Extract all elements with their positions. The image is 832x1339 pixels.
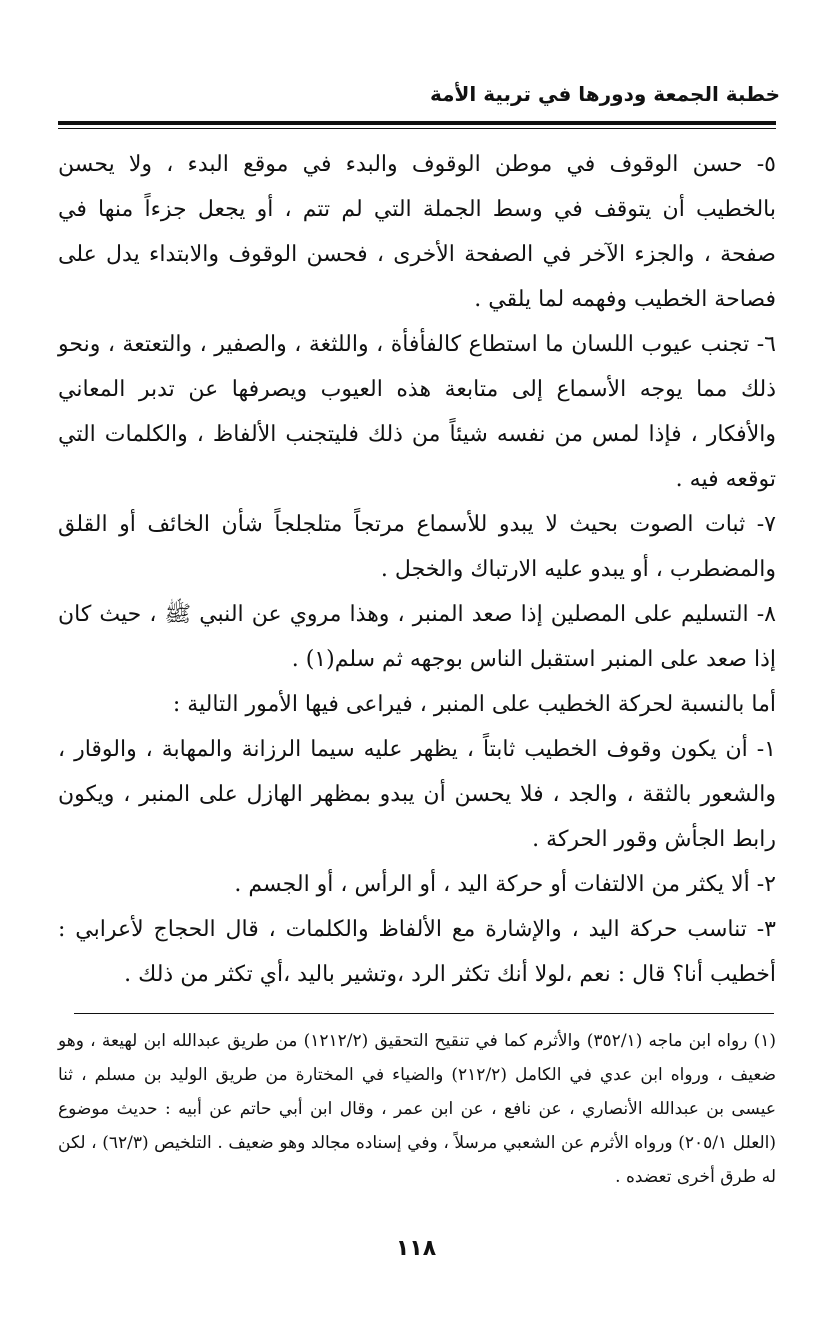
paragraph-point-7: ٧- ثبات الصوت بحيث لا يبدو للأسماع مرتجاً متلجلجاً شأن الخائف أو القلق والمضطرب ، أو يبدو عليه الارتباك والخجل .	[58, 512, 776, 582]
paragraph-point-5: ٥- حسن الوقوف في موطن الوقوف والبدء في موقع البدء ، ولا يحسن بالخطيب أن يتوقف في وسط الجملة التي لم تتم ، أو يجعل جزءاً منها في صفحة ، والجزء الآخر في الصفحة الأخرى ، فحسن الوقوف والابتداء يدل على فصاحة الخطيب وفهمه لما يلقي .	[58, 152, 776, 312]
paragraph-point-8: ٨- التسليم على المصلين إذا صعد المنبر ، وهذا مروي عن النبي ﷺ ، حيث كان إذا صعد على المنبر استقبل الناس بوجهه ثم سلم(١) .	[58, 602, 776, 672]
main-text	[58, 142, 776, 997]
header-rule-thick	[58, 121, 776, 125]
page-number: ١١٨	[395, 1236, 437, 1261]
paragraph-point-6: ٦- تجنب عيوب اللسان ما استطاع كالفأفأة ، واللثغة ، والصفير ، والتعتعة ، ونحو ذلك مما يوجه الأسماع إلى متابعة هذه العيوب ويصرفها عن تدبر المعاني والأفكار ، فإذا لمس من نفسه شيئاً من ذلك فليتجنب الألفاظ ، والكلمات التي توقعه فيه .	[58, 332, 776, 492]
footnote-separator	[74, 1013, 774, 1014]
footnote-1: (١) رواه ابن ماجه (٣٥٢/١) والأثرم كما في تنقيح التحقيق (١٢١٢/٢) من طريق عبدالله ابن لهيعة ، وهو ضعيف ، ورواه ابن عدي في الكامل (٢١٢/٢) والضياء في المختارة من طريق الوليد بن مسلم ، ثنا عيسى بن عبدالله الأنصاري ، عن نافع ، عن ابن عمر ، وقال ابن أبي حاتم عن أبيه : حديث موضوع (العلل ٢٠٥/١) ورواه الأثرم عن الشعبي مرسلاً ، وفي إسناده مجالد وهو ضعيف . التلخيص (٦٢/٣) ، لكن له طرق أخرى تعضده .	[58, 1031, 777, 1187]
header-rule-thin	[58, 128, 776, 129]
footnotes	[58, 1024, 776, 1194]
paragraph-movement-1: ١- أن يكون وقوف الخطيب ثابتاً ، يظهر عليه سيما الرزانة والمهابة ، والوقار ، والشعور بالثقة ، والجد ، فلا يحسن أن يبدو بمظهر الهازل على المنبر ، ويكون رابط الجأش وقور الحركة .	[58, 737, 776, 852]
paragraph-movement-2: ٢- ألا يكثر من الالتفات أو حركة اليد ، أو الرأس ، أو الجسم .	[234, 872, 776, 897]
running-header-title: خطبة الجمعة ودورها في تربية الأمة	[430, 82, 780, 106]
paragraph-movement-3: ٣- تناسب حركة اليد ، والإشارة مع الألفاظ والكلمات ، قال الحجاج لأعرابي : أخطيب أنا؟ قال : نعم ،لولا أنك تكثر الرد ،وتشير باليد ،أي تكثر من ذلك .	[58, 917, 776, 987]
paragraph-movement-intro: أما بالنسبة لحركة الخطيب على المنبر ، فيراعى فيها الأمور التالية :	[172, 692, 776, 717]
